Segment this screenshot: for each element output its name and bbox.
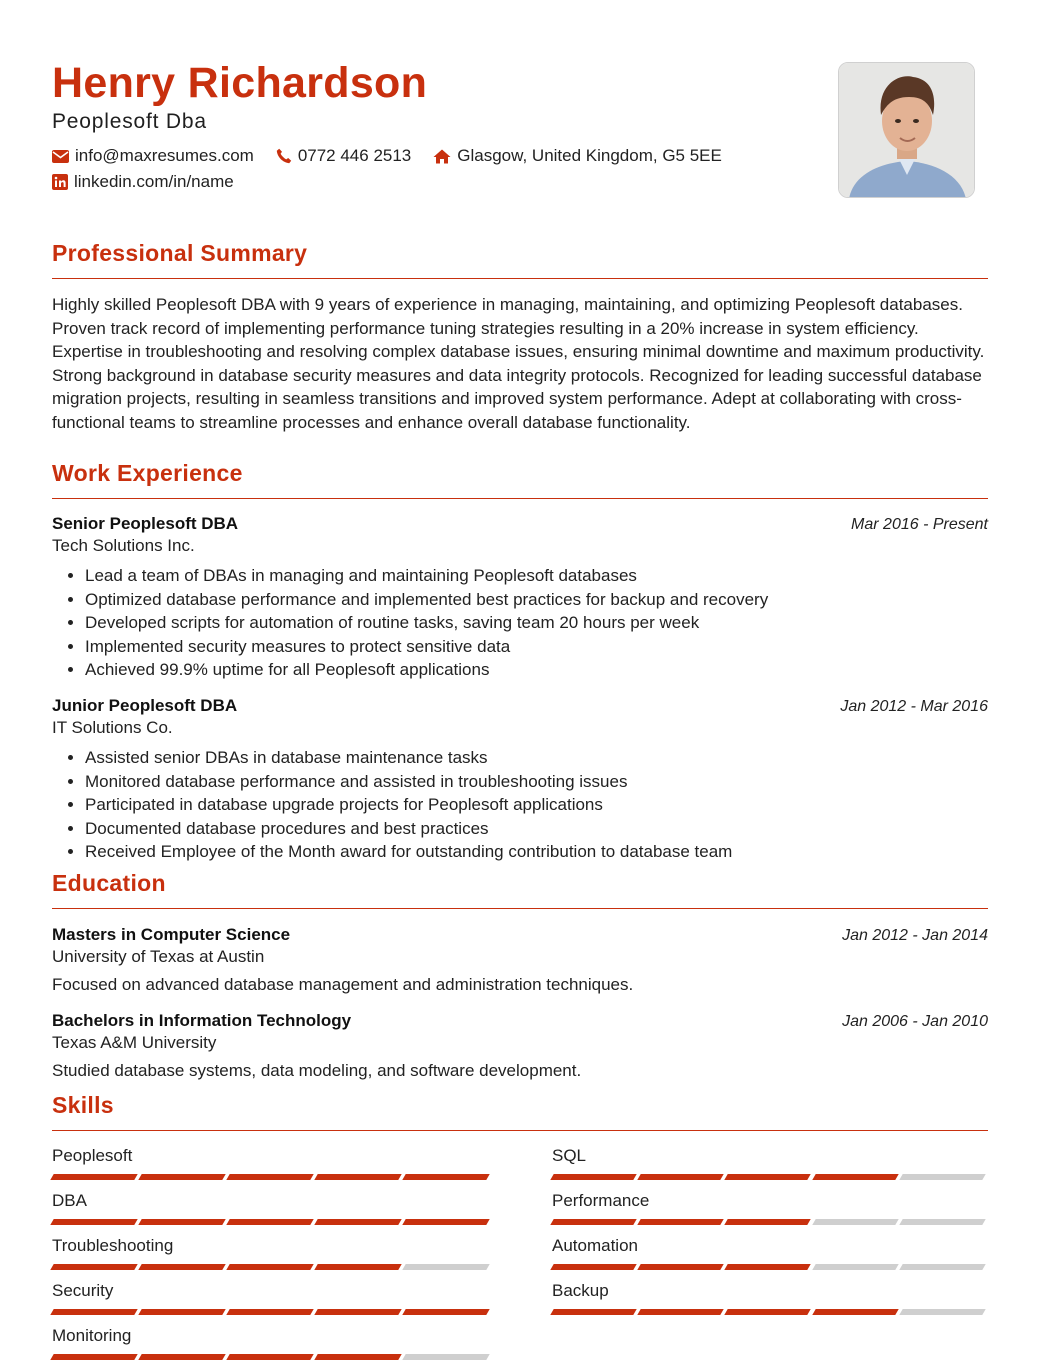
education-dates: Jan 2012 - Jan 2014 [842, 927, 988, 944]
degree-title: Bachelors in Information Technology [52, 1011, 352, 1030]
contact-phone[interactable] [276, 146, 411, 166]
skill-name: Backup [552, 1281, 609, 1300]
contact-location [433, 146, 722, 166]
contact-linkedin[interactable] [52, 172, 234, 192]
job-bullet: • Achieved 99.9% uptime for all Peoplesoft applications [85, 658, 988, 682]
skill-item [552, 1236, 988, 1270]
job-entry [52, 514, 988, 682]
skill-level-segment-filled [550, 1174, 637, 1180]
education-section [52, 868, 988, 1081]
skill-item [52, 1146, 552, 1180]
skill-level-segment-filled [226, 1309, 313, 1315]
skill-level-segment-empty [899, 1174, 986, 1180]
skill-level-bar [52, 1354, 552, 1360]
summary-section [52, 238, 988, 434]
education-entry [52, 925, 988, 995]
phone-icon [276, 148, 292, 164]
summary-heading: Professional Summary [52, 240, 308, 266]
phone-text: 0772 446 2513 [297, 146, 412, 165]
skill-level-segment-filled [725, 1309, 812, 1315]
skill-level-bar [552, 1174, 988, 1180]
skill-level-segment-filled [314, 1354, 401, 1360]
experience-heading: Work Experience [52, 460, 243, 486]
skill-item [552, 1281, 988, 1315]
experience-section [52, 458, 988, 864]
skill-level-segment-filled [550, 1309, 637, 1315]
skills-grid [52, 1146, 988, 1360]
skill-name: SQL [552, 1146, 587, 1165]
summary-text: Highly skilled Peoplesoft DBA with 9 years of experience in managing, maintaining, and optimizing Peoplesoft databases. Proven track record of implementing performance tuning strategies resulting in a 20% increase in system efficiency. Expertise in troubleshooting and resolving complex database issues, ensuring minimal downtime and maximum productivity. Strong background in database security measures and data integrity protocols. Recognized for leading successful database migration projects, resulting in seamless transitions and improved system performance. Adept at collaborating with cross-functional teams to streamline processes and enhance overall database functionality. [52, 295, 985, 432]
job-role: Senior Peoplesoft DBA [52, 514, 239, 533]
skill-level-bar [552, 1219, 988, 1225]
education-entry [52, 1011, 988, 1081]
skill-level-segment-filled [314, 1219, 401, 1225]
skill-name: Peoplesoft [52, 1146, 133, 1165]
skill-level-bar [52, 1174, 552, 1180]
skill-level-segment-filled [314, 1309, 401, 1315]
section-divider [52, 278, 988, 279]
candidate-title: Peoplesoft Dba [52, 110, 207, 133]
job-bullet: • Received Employee of the Month award for outstanding contribution to database team [85, 840, 988, 864]
skill-level-segment-filled [637, 1264, 724, 1270]
skill-level-segment-filled [550, 1219, 637, 1225]
education-description: Focused on advanced database management and administration techniques. [52, 975, 634, 994]
skill-level-segment-filled [138, 1174, 225, 1180]
skill-item [52, 1236, 552, 1270]
skill-level-segment-filled [637, 1174, 724, 1180]
skill-level-segment-filled [402, 1219, 489, 1225]
skill-level-segment-filled [812, 1174, 899, 1180]
job-bullets [52, 564, 988, 682]
job-entry [52, 696, 988, 864]
contact-row-2 [52, 172, 812, 192]
skill-level-segment-filled [138, 1219, 225, 1225]
job-bullet: • Participated in database upgrade projects for Peoplesoft applications [85, 793, 988, 817]
job-bullet: • Monitored database performance and assisted in troubleshooting issues [85, 770, 988, 794]
skill-level-segment-filled [138, 1309, 225, 1315]
skill-level-segment-empty [899, 1309, 986, 1315]
skill-level-segment-filled [226, 1219, 313, 1225]
skill-level-segment-empty [402, 1264, 489, 1270]
job-bullet: • Documented database procedures and best practices [85, 817, 988, 841]
skill-level-bar [52, 1264, 552, 1270]
skill-level-segment-filled [550, 1264, 637, 1270]
section-divider [52, 1130, 988, 1131]
job-bullet: • Developed scripts for automation of routine tasks, saving team 20 hours per week [85, 611, 988, 635]
skill-name: DBA [52, 1191, 87, 1210]
skill-level-segment-filled [50, 1264, 137, 1270]
skill-name: Security [52, 1281, 114, 1300]
skill-level-segment-filled [226, 1264, 313, 1270]
contact-row [52, 146, 812, 166]
job-bullet: • Lead a team of DBAs in managing and maintaining Peoplesoft databases [85, 564, 988, 588]
job-role: Junior Peoplesoft DBA [52, 695, 238, 715]
skill-name: Performance [552, 1191, 650, 1210]
linkedin-icon [52, 174, 68, 190]
skill-level-segment-filled [812, 1309, 899, 1315]
skill-level-segment-filled [314, 1174, 401, 1180]
skill-item [52, 1191, 552, 1225]
school-name: University of Texas at Austin [52, 947, 265, 966]
profile-photo [838, 62, 975, 198]
education-heading: Education [52, 870, 166, 896]
skill-level-bar [552, 1264, 988, 1270]
skills-section [52, 1090, 988, 1360]
skill-level-segment-filled [402, 1309, 489, 1315]
skill-level-segment-filled [226, 1174, 313, 1180]
skill-name: Troubleshooting [52, 1236, 174, 1255]
skill-level-segment-empty [899, 1219, 986, 1225]
candidate-name: Henry Richardson [52, 59, 428, 107]
education-description: Studied database systems, data modeling, and software development. [52, 1061, 582, 1080]
degree-title: Masters in Computer Science [52, 925, 291, 944]
skill-level-segment-empty [812, 1264, 899, 1270]
skill-level-segment-filled [402, 1174, 489, 1180]
skill-level-segment-filled [50, 1219, 137, 1225]
skill-level-segment-filled [637, 1309, 724, 1315]
job-dates: Jan 2012 - Mar 2016 [840, 697, 988, 715]
skill-level-segment-filled [314, 1264, 401, 1270]
job-bullet: • Optimized database performance and implemented best practices for backup and recovery [85, 588, 988, 612]
job-bullets [52, 746, 988, 864]
skill-level-segment-filled [226, 1354, 313, 1360]
skill-level-bar [52, 1309, 552, 1315]
skill-item [52, 1281, 552, 1315]
resume-header [52, 58, 812, 192]
skill-level-bar [552, 1309, 988, 1315]
job-company: IT Solutions Co. [52, 717, 173, 737]
skill-level-segment-filled [725, 1219, 812, 1225]
skill-level-segment-empty [812, 1219, 899, 1225]
section-divider [52, 908, 988, 909]
skill-level-segment-filled [725, 1174, 812, 1180]
job-dates: Mar 2016 - Present [851, 516, 988, 533]
school-name: Texas A&M University [52, 1033, 217, 1052]
email-text: info@maxresumes.com [75, 146, 254, 165]
envelope-icon [52, 150, 69, 163]
skill-item [552, 1146, 988, 1180]
home-icon [433, 149, 451, 164]
skill-item [552, 1191, 988, 1225]
linkedin-text: linkedin.com/in/name [74, 172, 234, 191]
job-bullet: • Assisted senior DBAs in database maintenance tasks [85, 746, 988, 770]
education-dates: Jan 2006 - Jan 2010 [842, 1013, 988, 1030]
contact-email[interactable] [52, 146, 254, 166]
skill-level-segment-filled [50, 1309, 137, 1315]
job-company: Tech Solutions Inc. [52, 536, 195, 555]
skill-level-segment-filled [725, 1264, 812, 1270]
skill-level-segment-filled [50, 1174, 137, 1180]
skill-level-segment-filled [138, 1264, 225, 1270]
section-divider [52, 498, 988, 499]
skill-level-segment-empty [402, 1354, 489, 1360]
job-bullet: • Implemented security measures to protect sensitive data [85, 635, 988, 659]
skill-level-segment-filled [637, 1219, 724, 1225]
skill-name: Monitoring [52, 1326, 132, 1345]
skill-level-segment-empty [899, 1264, 986, 1270]
skill-name: Automation [552, 1236, 638, 1255]
skill-level-segment-filled [50, 1354, 137, 1360]
skill-level-segment-filled [138, 1354, 225, 1360]
skills-heading: Skills [52, 1092, 114, 1118]
skill-item [52, 1326, 552, 1360]
location-text: Glasgow, United Kingdom, G5 5EE [457, 146, 722, 165]
skill-level-bar [52, 1219, 552, 1225]
